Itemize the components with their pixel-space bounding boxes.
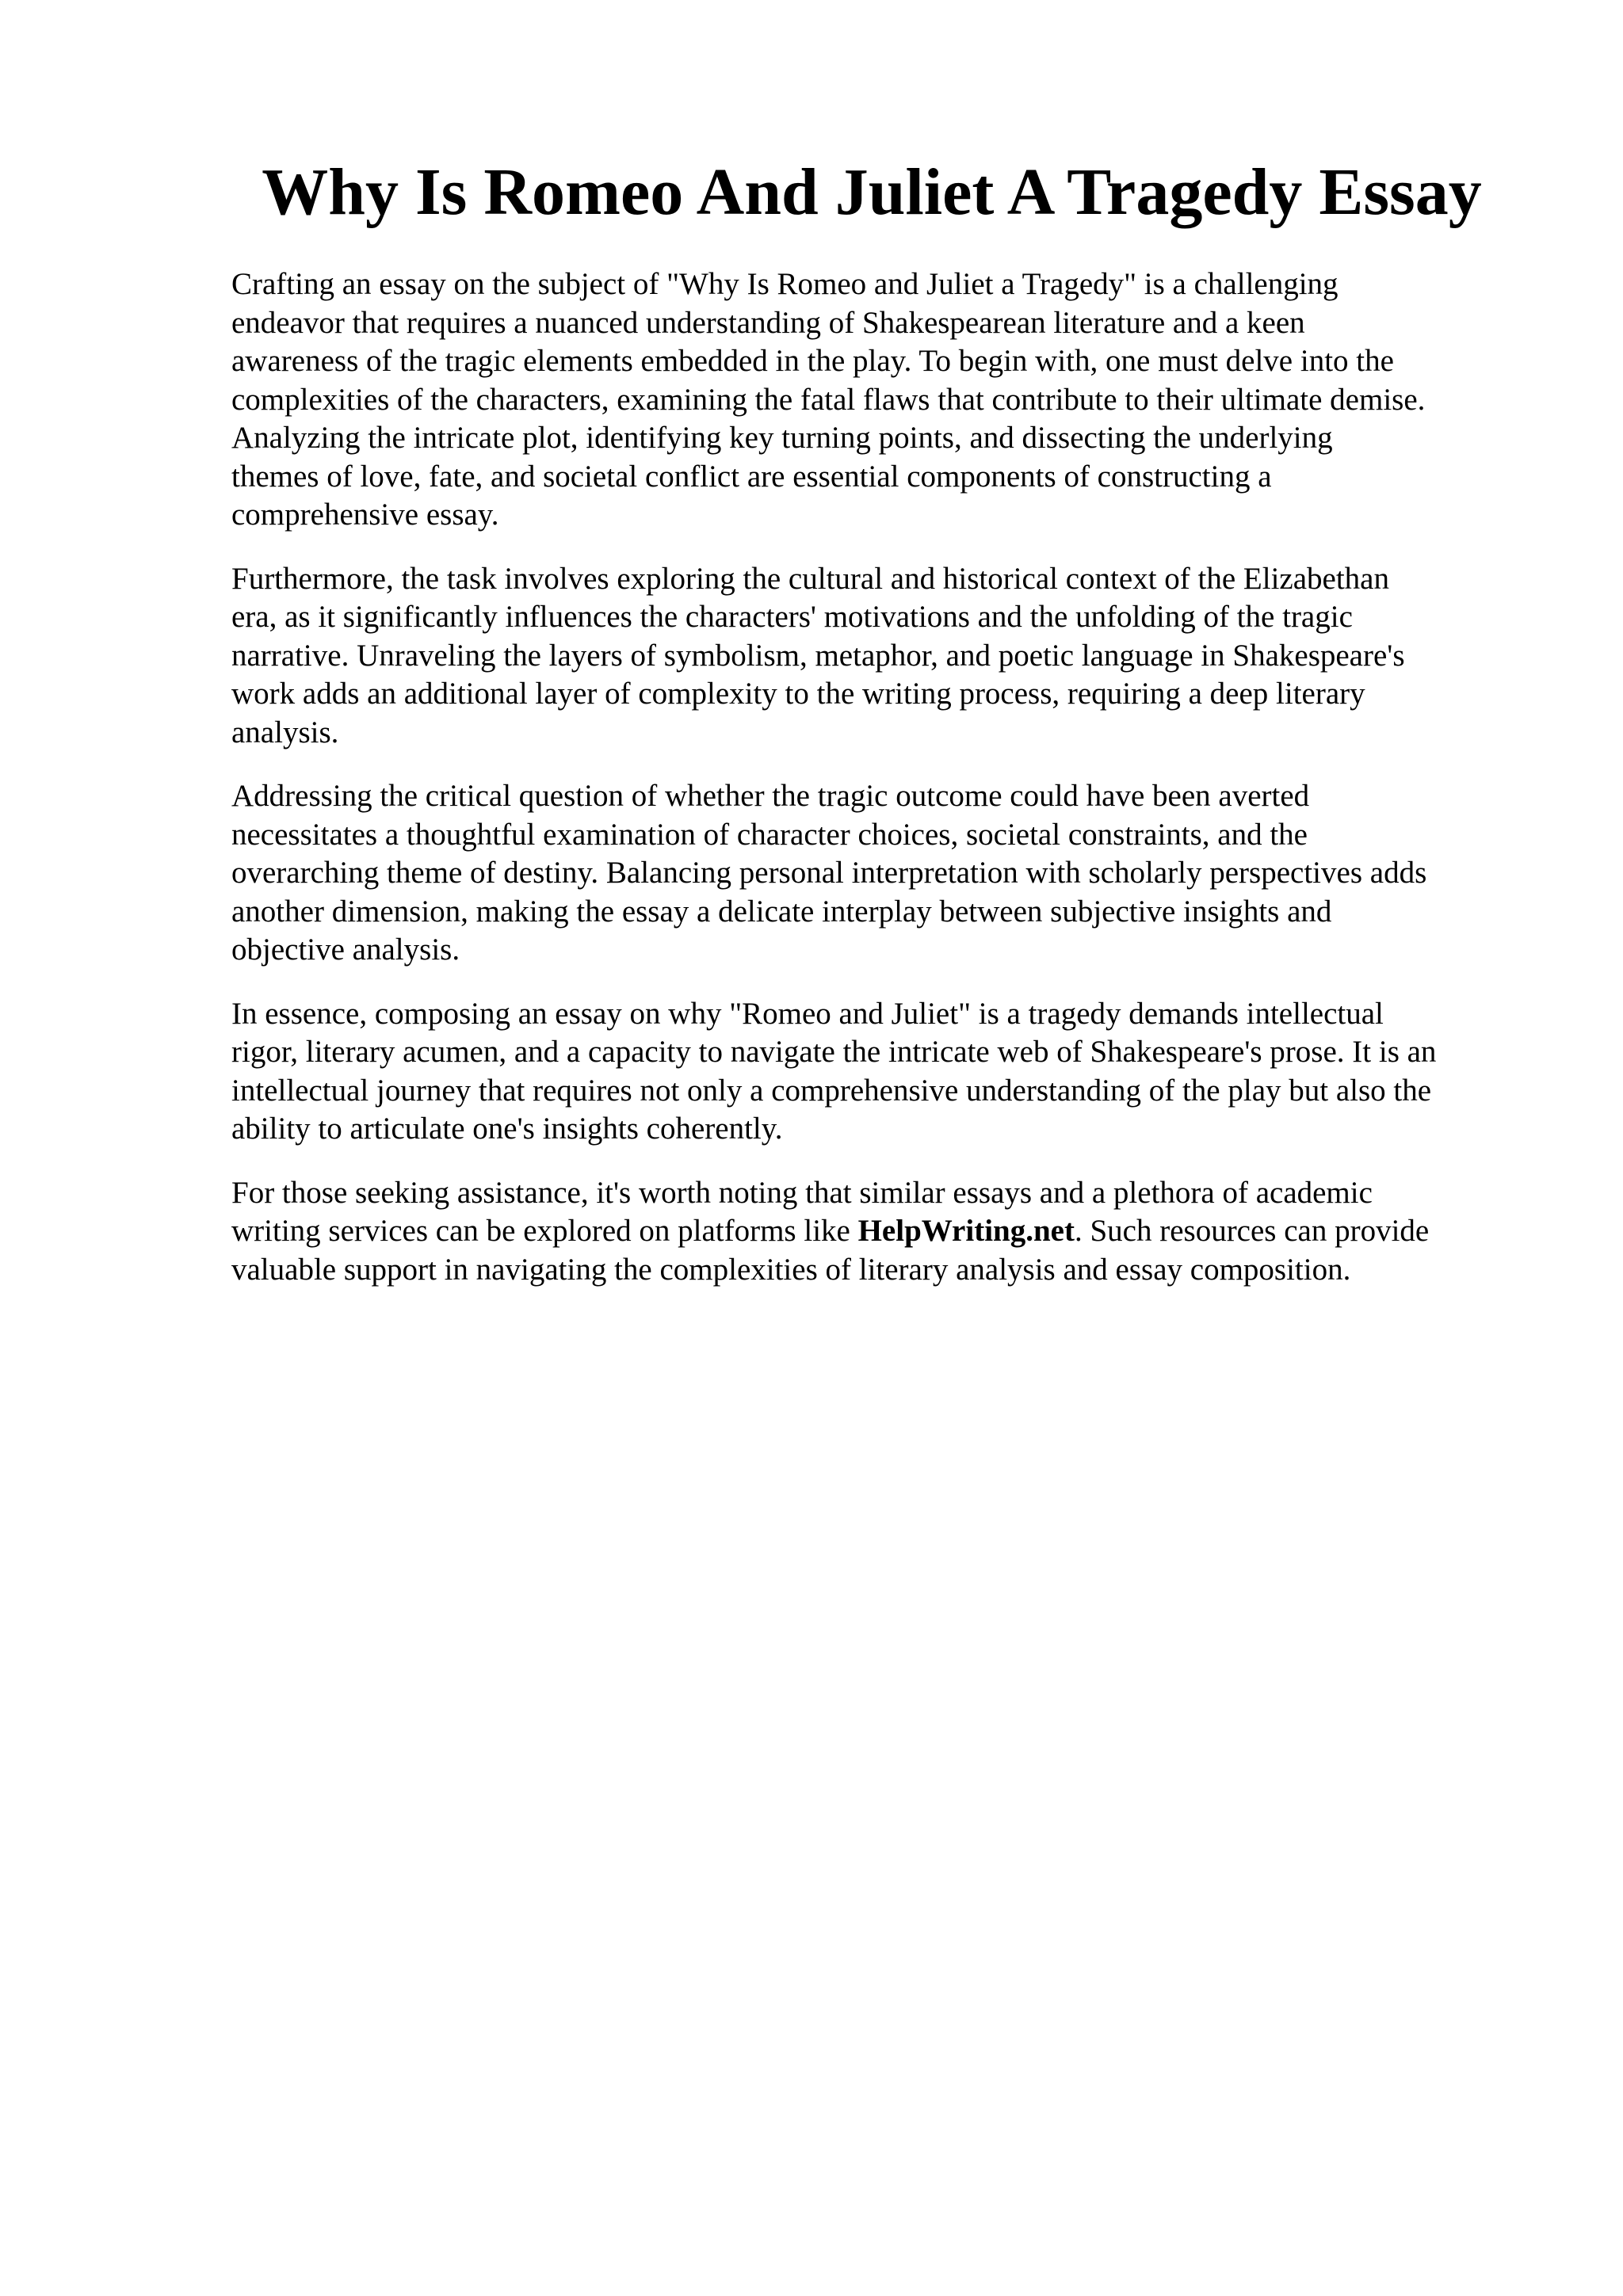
- paragraph-5-text-before-link: For those seeking assistance, it's worth noting that similar essays and a plethora of academic writing services can be explored on platforms like: [231, 1175, 1373, 1248]
- document-title: Why Is Romeo And Juliet A Tragedy Essay: [262, 155, 1482, 229]
- paragraph-3: Addressing the critical question of whether the tragic outcome could have been averted necessitates a thoughtful examination of character choices, societal constraints, and the overarching theme of destiny. Balancing personal interpretation with scholarly perspectives adds another dimension, making the essay a delicate interplay between subjective insights and objective analysis.: [231, 779, 1427, 967]
- helpwriting-link[interactable]: HelpWriting.net: [857, 1214, 1075, 1248]
- paragraph-4: In essence, composing an essay on why "Romeo and Juliet" is a tragedy demands intellectual rigor, literary acumen, and a capacity to navigate the intricate web of Shakespeare's prose. It is an intellectual journey that requires not only a comprehensive understanding of the play but also the ability to articulate one's insights coherently.: [231, 996, 1437, 1146]
- paragraph-1: Crafting an essay on the subject of "Why Is Romeo and Juliet a Tragedy" is a challenging endeavor that requires a nuanced understanding of Shakespearean literature and a keen awareness of the tragic elements embedded in the play. To begin with, one must delve into the complexities of the characters, examining the fatal flaws that contribute to their ultimate demise. Analyzing the intricate plot, identifying key turning points, and dissecting the underlying themes of love, fate, and societal conflict are essential components of constructing a comprehensive essay.: [231, 267, 1426, 532]
- paragraph-5-text-after-link: . Such resources can provide valuable support in navigating the complexities of literary analysis and essay composition.: [231, 1214, 1430, 1287]
- paragraph-2: Furthermore, the task involves exploring the cultural and historical context of the Elizabethan era, as it significantly influences the characters' motivations and the unfolding of the tragic narrative. Unraveling the layers of symbolism, metaphor, and poetic language in Shakespeare's work adds an additional layer of complexity to the writing process, requiring a deep literary analysis.: [231, 561, 1405, 749]
- document-body: [231, 265, 1531, 1314]
- paragraph-5: [231, 1174, 1531, 1290]
